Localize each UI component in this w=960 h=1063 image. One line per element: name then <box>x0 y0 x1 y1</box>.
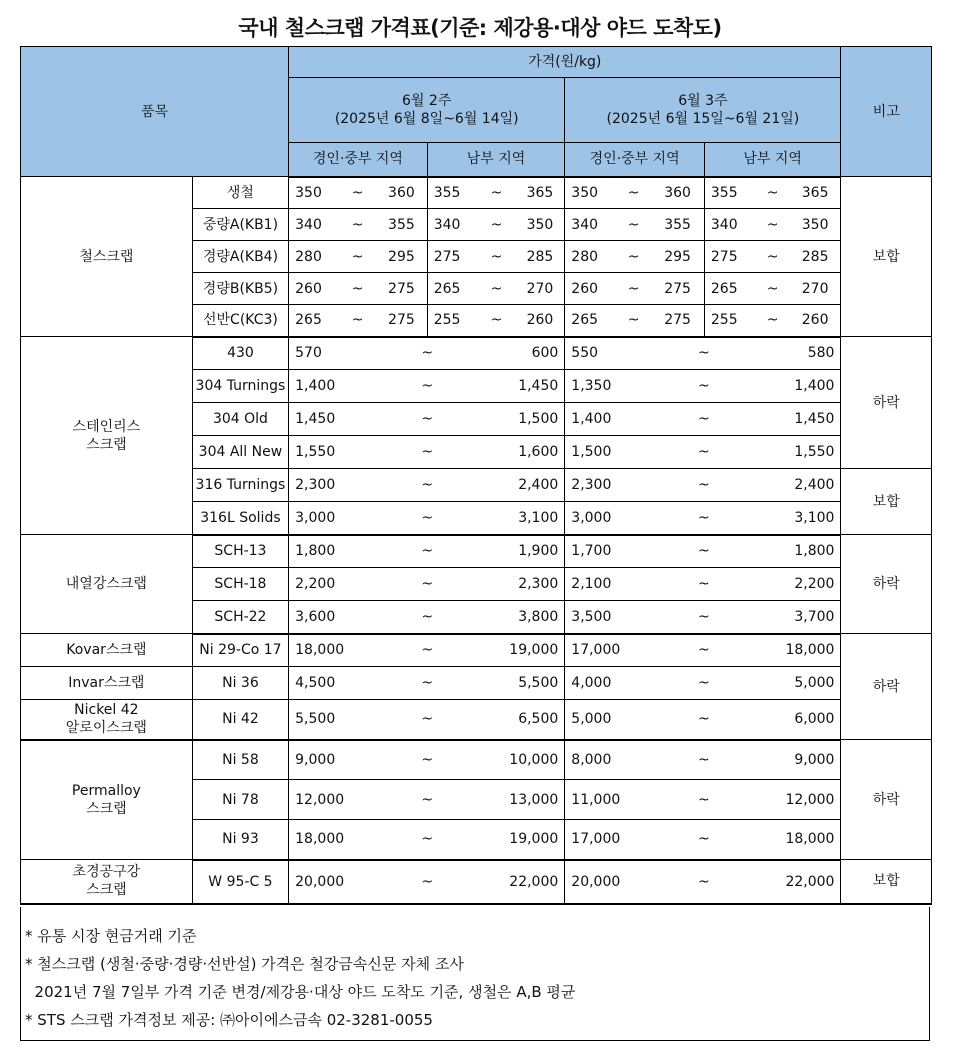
price-high: 18,000 <box>750 634 841 667</box>
price-high: 3,700 <box>750 601 841 634</box>
price-high: 2,400 <box>750 469 841 502</box>
range-tilde: ~ <box>750 273 796 305</box>
range-tilde: ~ <box>472 209 520 241</box>
price-high: 275 <box>382 273 427 305</box>
range-tilde: ~ <box>382 568 472 601</box>
range-tilde: ~ <box>382 667 472 700</box>
category-alloy-scrap: Kovar스크랩 <box>21 634 193 667</box>
price-low: 1,800 <box>289 535 382 568</box>
category-name-line: 스크랩 <box>86 800 127 817</box>
header-item: 품목 <box>21 47 289 177</box>
price-low: 340 <box>704 209 749 241</box>
range-tilde: ~ <box>658 568 749 601</box>
price-high: 270 <box>796 273 841 305</box>
range-tilde: ~ <box>382 337 472 370</box>
category-name-line: 스테인리스 <box>72 418 141 435</box>
price-high: 275 <box>658 305 704 337</box>
price-low: 570 <box>289 337 382 370</box>
range-tilde: ~ <box>609 241 658 273</box>
price-high: 365 <box>521 177 565 209</box>
price-high: 1,500 <box>472 403 564 436</box>
price-high: 5,500 <box>472 667 564 700</box>
price-low: 350 <box>289 177 333 209</box>
range-tilde: ~ <box>382 740 472 780</box>
range-tilde: ~ <box>382 700 472 740</box>
price-high: 1,900 <box>472 535 564 568</box>
price-high: 6,000 <box>750 700 841 740</box>
price-high: 1,800 <box>750 535 841 568</box>
remark-cell: 하락 <box>841 337 932 469</box>
range-tilde: ~ <box>472 177 520 209</box>
category-name-line: Permalloy <box>71 782 141 799</box>
grade-name: 316 Turnings <box>192 469 288 502</box>
price-low: 3,000 <box>289 502 382 535</box>
price-low: 265 <box>427 273 472 305</box>
price-high: 270 <box>521 273 565 305</box>
price-low: 3,600 <box>289 601 382 634</box>
header-week-3 <box>565 78 841 143</box>
price-low: 1,550 <box>289 436 382 469</box>
price-low: 4,000 <box>565 667 658 700</box>
page-title: 국내 철스크랩 가격표(기준: 제강용·대상 야드 도착도) <box>238 16 722 40</box>
header-remarks: 비고 <box>841 47 932 177</box>
category-name-line: 스크랩 <box>86 882 127 899</box>
table-row <box>21 700 932 740</box>
price-low: 3,000 <box>565 502 658 535</box>
grade-name: 316L Solids <box>192 502 288 535</box>
price-low: 9,000 <box>289 740 382 780</box>
range-tilde: ~ <box>333 305 382 337</box>
grade-name: SCH-13 <box>192 535 288 568</box>
range-tilde: ~ <box>382 535 472 568</box>
range-tilde: ~ <box>658 780 749 820</box>
range-tilde: ~ <box>750 209 796 241</box>
price-high: 1,450 <box>472 370 564 403</box>
range-tilde: ~ <box>658 502 749 535</box>
range-tilde: ~ <box>382 403 472 436</box>
table-row <box>21 177 932 209</box>
price-low: 20,000 <box>289 860 382 904</box>
range-tilde: ~ <box>658 436 749 469</box>
range-tilde: ~ <box>658 370 749 403</box>
price-low: 1,700 <box>565 535 658 568</box>
price-high: 260 <box>796 305 841 337</box>
price-high: 360 <box>382 177 427 209</box>
price-high: 22,000 <box>750 860 841 904</box>
price-low: 1,350 <box>565 370 658 403</box>
price-low: 355 <box>704 177 749 209</box>
price-low: 18,000 <box>289 634 382 667</box>
price-low: 340 <box>289 209 333 241</box>
range-tilde: ~ <box>658 601 749 634</box>
range-tilde: ~ <box>333 209 382 241</box>
table-row <box>21 634 932 667</box>
price-low: 8,000 <box>565 740 658 780</box>
range-tilde: ~ <box>472 241 520 273</box>
category-steel-scrap: 철스크랩 <box>21 177 193 337</box>
note-line: * 유통 시장 현금거래 기준 <box>25 927 197 945</box>
range-tilde: ~ <box>609 177 658 209</box>
grade-name: 430 <box>192 337 288 370</box>
price-high: 295 <box>382 241 427 273</box>
grade-name: 304 Turnings <box>192 370 288 403</box>
price-low: 255 <box>704 305 749 337</box>
price-low: 1,500 <box>565 436 658 469</box>
price-high: 3,800 <box>472 601 564 634</box>
grade-name: Ni 42 <box>192 700 288 740</box>
grade-name: Ni 93 <box>192 820 288 860</box>
category-alloy-scrap: Invar스크랩 <box>21 667 193 700</box>
price-low: 260 <box>565 273 609 305</box>
price-low: 17,000 <box>565 820 658 860</box>
price-low: 255 <box>427 305 472 337</box>
price-low: 355 <box>427 177 472 209</box>
range-tilde: ~ <box>658 535 749 568</box>
range-tilde: ~ <box>382 436 472 469</box>
range-tilde: ~ <box>658 740 749 780</box>
range-tilde: ~ <box>658 667 749 700</box>
category-tool-steel-scrap <box>21 860 193 904</box>
range-tilde: ~ <box>333 241 382 273</box>
remark-cell: 하락 <box>841 740 932 860</box>
price-low: 5,500 <box>289 700 382 740</box>
price-low: 340 <box>427 209 472 241</box>
price-high: 355 <box>382 209 427 241</box>
table-row <box>21 535 932 568</box>
price-high: 3,100 <box>472 502 564 535</box>
grade-name: Ni 36 <box>192 667 288 700</box>
range-tilde: ~ <box>333 177 382 209</box>
price-high: 275 <box>382 305 427 337</box>
table-row <box>21 667 932 700</box>
region-w2-south: 남부 지역 <box>427 143 565 177</box>
price-low: 340 <box>565 209 609 241</box>
price-high: 1,550 <box>750 436 841 469</box>
grade-name: 304 All New <box>192 436 288 469</box>
week-2-range: (2025년 6월 8일~6월 14일) <box>334 111 519 127</box>
price-low: 265 <box>289 305 333 337</box>
price-high: 1,450 <box>750 403 841 436</box>
range-tilde: ~ <box>382 370 472 403</box>
price-low: 265 <box>565 305 609 337</box>
price-high: 350 <box>521 209 565 241</box>
price-low: 11,000 <box>565 780 658 820</box>
week-2-label: 6월 2주 <box>402 93 452 109</box>
price-low: 20,000 <box>565 860 658 904</box>
remark-cell: 보합 <box>841 469 932 535</box>
range-tilde: ~ <box>382 469 472 502</box>
range-tilde: ~ <box>750 241 796 273</box>
remark-cell: 보합 <box>841 177 932 337</box>
price-high: 18,000 <box>750 820 841 860</box>
region-w2-central: 경인·중부 지역 <box>289 143 428 177</box>
price-high: 19,000 <box>472 820 564 860</box>
range-tilde: ~ <box>658 860 749 904</box>
range-tilde: ~ <box>382 601 472 634</box>
price-high: 260 <box>521 305 565 337</box>
category-name-line: 알로이스크랩 <box>65 720 147 737</box>
note-line: 2021년 7월 7일부 가격 기준 변경/제강용·대상 야드 도착도 기준, 생철은 A,B 평균 <box>25 983 576 1001</box>
header-week-2 <box>289 78 565 143</box>
range-tilde: ~ <box>333 273 382 305</box>
range-tilde: ~ <box>472 273 520 305</box>
price-high: 22,000 <box>472 860 564 904</box>
range-tilde: ~ <box>609 273 658 305</box>
range-tilde: ~ <box>658 820 749 860</box>
price-low: 18,000 <box>289 820 382 860</box>
category-name-line: 초경공구강 <box>72 864 141 881</box>
grade-name: 중량A(KB1) <box>192 209 288 241</box>
category-permalloy-scrap <box>21 740 193 860</box>
table-row <box>21 860 932 904</box>
price-low: 3,500 <box>565 601 658 634</box>
remark-cell: 하락 <box>841 535 932 634</box>
category-stainless-scrap <box>21 337 193 535</box>
price-high: 12,000 <box>750 780 841 820</box>
grade-name: Ni 78 <box>192 780 288 820</box>
category-heat-resistant-scrap: 내열강스크랩 <box>21 535 193 634</box>
price-low: 5,000 <box>565 700 658 740</box>
range-tilde: ~ <box>382 502 472 535</box>
price-high: 285 <box>796 241 841 273</box>
range-tilde: ~ <box>750 305 796 337</box>
grade-name: Ni 29-Co 17 <box>192 634 288 667</box>
grade-name: 304 Old <box>192 403 288 436</box>
footnotes <box>20 907 930 1041</box>
price-high: 350 <box>796 209 841 241</box>
week-3-range: (2025년 6월 15일~6월 21일) <box>606 111 800 127</box>
remark-cell: 보합 <box>841 860 932 904</box>
price-high: 10,000 <box>472 740 564 780</box>
price-high: 295 <box>658 241 704 273</box>
price-low: 1,400 <box>289 370 382 403</box>
price-low: 350 <box>565 177 609 209</box>
category-name-line: Nickel 42 <box>74 702 139 719</box>
price-low: 260 <box>289 273 333 305</box>
price-table <box>20 46 932 905</box>
grade-name: SCH-18 <box>192 568 288 601</box>
grade-name: SCH-22 <box>192 601 288 634</box>
range-tilde: ~ <box>472 305 520 337</box>
price-low: 275 <box>427 241 472 273</box>
price-high: 365 <box>796 177 841 209</box>
price-high: 9,000 <box>750 740 841 780</box>
grade-name: 선반C(KC3) <box>192 305 288 337</box>
grade-name: W 95-C 5 <box>192 860 288 904</box>
price-low: 280 <box>565 241 609 273</box>
price-high: 1,400 <box>750 370 841 403</box>
price-low: 12,000 <box>289 780 382 820</box>
range-tilde: ~ <box>382 820 472 860</box>
price-low: 2,300 <box>565 469 658 502</box>
price-high: 355 <box>658 209 704 241</box>
price-high: 285 <box>521 241 565 273</box>
region-w3-central: 경인·중부 지역 <box>565 143 705 177</box>
note-line: * 철스크랩 (생철·중량·경량·선반설) 가격은 철강금속신문 자체 조사 <box>25 955 464 973</box>
range-tilde: ~ <box>750 177 796 209</box>
grade-name: 생철 <box>192 177 288 209</box>
price-high: 5,000 <box>750 667 841 700</box>
price-low: 17,000 <box>565 634 658 667</box>
note-line: * STS 스크랩 가격정보 제공: ㈜아이에스금속 02-3281-0055 <box>25 1011 433 1029</box>
price-high: 2,300 <box>472 568 564 601</box>
range-tilde: ~ <box>658 469 749 502</box>
price-low: 2,200 <box>289 568 382 601</box>
price-high: 2,400 <box>472 469 564 502</box>
price-high: 6,500 <box>472 700 564 740</box>
price-low: 2,100 <box>565 568 658 601</box>
table-row <box>21 337 932 370</box>
price-high: 1,600 <box>472 436 564 469</box>
range-tilde: ~ <box>609 305 658 337</box>
header-price-unit: 가격(원/kg) <box>289 47 841 78</box>
price-high: 2,200 <box>750 568 841 601</box>
range-tilde: ~ <box>382 860 472 904</box>
range-tilde: ~ <box>658 337 749 370</box>
price-low: 265 <box>704 273 749 305</box>
grade-name: 경량B(KB5) <box>192 273 288 305</box>
price-low: 275 <box>704 241 749 273</box>
category-nickel42-scrap <box>21 700 193 740</box>
grade-name: 경량A(KB4) <box>192 241 288 273</box>
price-low: 2,300 <box>289 469 382 502</box>
range-tilde: ~ <box>382 634 472 667</box>
category-name-line: 스크랩 <box>86 436 127 453</box>
price-high: 275 <box>658 273 704 305</box>
price-low: 4,500 <box>289 667 382 700</box>
price-low: 280 <box>289 241 333 273</box>
remark-cell: 하락 <box>841 634 932 740</box>
price-high: 3,100 <box>750 502 841 535</box>
week-3-label: 6월 3주 <box>678 93 728 109</box>
region-w3-south: 남부 지역 <box>704 143 841 177</box>
price-high: 360 <box>658 177 704 209</box>
price-low: 1,400 <box>565 403 658 436</box>
price-high: 19,000 <box>472 634 564 667</box>
price-low: 550 <box>565 337 658 370</box>
table-row <box>21 740 932 780</box>
range-tilde: ~ <box>609 209 658 241</box>
price-high: 13,000 <box>472 780 564 820</box>
range-tilde: ~ <box>382 780 472 820</box>
price-high: 600 <box>472 337 564 370</box>
price-low: 1,450 <box>289 403 382 436</box>
price-high: 580 <box>750 337 841 370</box>
grade-name: Ni 58 <box>192 740 288 780</box>
range-tilde: ~ <box>658 403 749 436</box>
range-tilde: ~ <box>658 634 749 667</box>
range-tilde: ~ <box>658 700 749 740</box>
